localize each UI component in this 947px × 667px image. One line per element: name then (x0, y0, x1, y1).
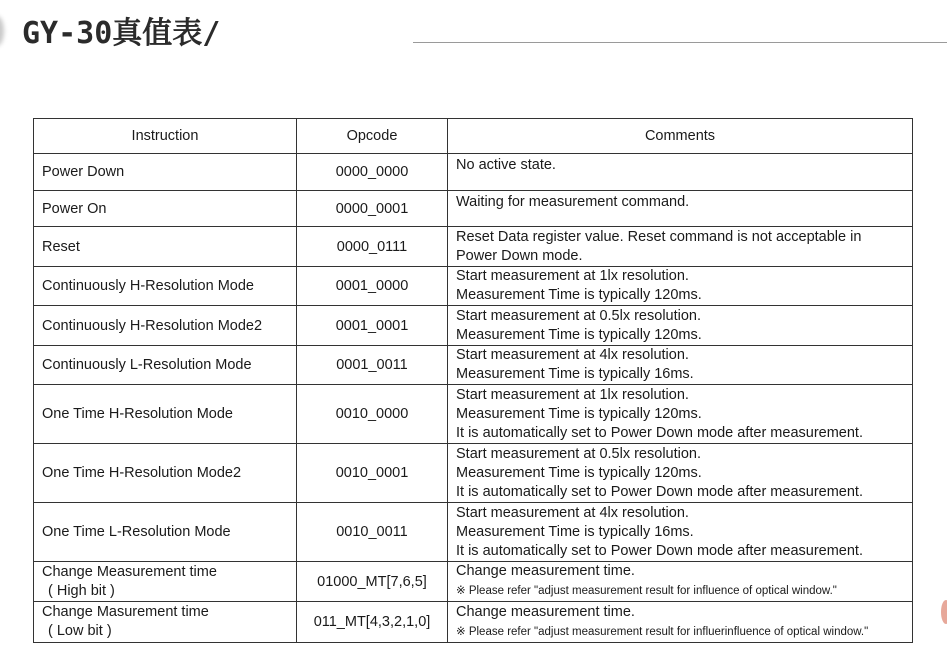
instruction-cell: Continuously L-Resolution Mode (34, 346, 297, 385)
comment-line: Start measurement at 4lx resolution. (456, 504, 689, 521)
comment-line: It is automatically set to Power Down mode after measurement. (456, 424, 863, 441)
opcode-cell: 0010_0001 (297, 444, 448, 503)
reference-note: ※ Please refer "adjust measurement result for influence of optical window." (456, 585, 837, 597)
opcode-cell: 0001_0001 (297, 306, 448, 346)
opcode-cell: 01000_MT[7,6,5] (297, 562, 448, 602)
edge-marker (941, 600, 947, 624)
comment-line: Change measurement time. (456, 603, 635, 620)
comment-line: Measurement Time is typically 16ms. (456, 523, 694, 540)
comment-line: Start measurement at 1lx resolution. (456, 386, 689, 403)
comment-cell (448, 346, 913, 385)
edge-shadow (0, 16, 4, 46)
instruction-cell: Power On (34, 191, 297, 227)
table-row (34, 602, 913, 643)
table-row (34, 444, 913, 503)
comment-line: Measurement Time is typically 120ms. (456, 405, 702, 422)
opcode-cell: 0000_0000 (297, 154, 448, 191)
instruction-sublabel: ( High bit ) (48, 582, 115, 599)
table-row (34, 306, 913, 346)
instruction-cell (34, 562, 297, 602)
comment-line: Measurement Time is typically 16ms. (456, 366, 694, 382)
comment-line: Measurement Time is typically 120ms. (456, 326, 702, 343)
header-instruction: Instruction (34, 119, 297, 154)
comment-line: Measurement Time is typically 120ms. (456, 287, 702, 303)
comment-cell (448, 227, 913, 267)
comment-cell (448, 191, 913, 227)
instruction-cell (34, 602, 297, 643)
comment-cell (448, 154, 913, 191)
title-divider (413, 42, 947, 43)
table-row (34, 227, 913, 267)
comment-line: It is automatically set to Power Down mode after measurement. (456, 483, 863, 500)
table-row (34, 562, 913, 602)
opcode-cell: 0001_0000 (297, 267, 448, 306)
comment-line: Start measurement at 4lx resolution. (456, 347, 689, 363)
table-header-row (34, 119, 913, 154)
comment-line: Reset Data register value. Reset command is not acceptable in (456, 228, 862, 245)
instruction-label: Change Masurement time (42, 604, 209, 620)
comment-line: Start measurement at 1lx resolution. (456, 268, 689, 284)
comment-cell (448, 503, 913, 562)
table-row (34, 385, 913, 444)
page-title: GY-30真值表/ (22, 16, 221, 51)
instruction-cell: One Time L-Resolution Mode (34, 503, 297, 562)
instruction-cell: Reset (34, 227, 297, 267)
instruction-cell: Continuously H-Resolution Mode (34, 267, 297, 306)
comment-line: Change measurement time. (456, 563, 635, 579)
instruction-cell: Continuously H-Resolution Mode2 (34, 306, 297, 346)
comment-line: Power Down mode. (456, 247, 583, 264)
opcode-cell: 0001_0011 (297, 346, 448, 385)
comment-cell (448, 385, 913, 444)
opcode-cell: 011_MT[4,3,2,1,0] (297, 602, 448, 643)
table-row (34, 191, 913, 227)
opcode-cell: 0010_0000 (297, 385, 448, 444)
table-row (34, 346, 913, 385)
header-opcode: Opcode (297, 119, 448, 154)
opcode-cell: 0000_0001 (297, 191, 448, 227)
comment-cell (448, 602, 913, 643)
table-row (34, 267, 913, 306)
comment-line: Waiting for measurement command. (456, 194, 690, 210)
comment-line: No active state. (456, 157, 556, 173)
instruction-cell: Power Down (34, 154, 297, 191)
comment-cell (448, 267, 913, 306)
comment-line: Measurement Time is typically 120ms. (456, 464, 702, 481)
comment-cell (448, 306, 913, 346)
comment-line: Start measurement at 0.5lx resolution. (456, 445, 702, 462)
reference-note: ※ Please refer "adjust measurement result for influerinfluence of optical window." (456, 625, 869, 638)
table-row (34, 154, 913, 191)
instruction-cell: One Time H-Resolution Mode2 (34, 444, 297, 503)
header-comments: Comments (448, 119, 913, 154)
instruction-sublabel: ( Low bit ) (48, 623, 112, 639)
instruction-label: Change Measurement time (42, 563, 217, 580)
opcode-cell: 0000_0111 (297, 227, 448, 267)
comment-line: Start measurement at 0.5lx resolution. (456, 307, 702, 324)
truth-table (33, 118, 913, 643)
opcode-cell: 0010_0011 (297, 503, 448, 562)
comment-line: It is automatically set to Power Down mode after measurement. (456, 542, 863, 559)
instruction-cell: One Time H-Resolution Mode (34, 385, 297, 444)
comment-cell (448, 562, 913, 602)
table-row (34, 503, 913, 562)
comment-cell (448, 444, 913, 503)
